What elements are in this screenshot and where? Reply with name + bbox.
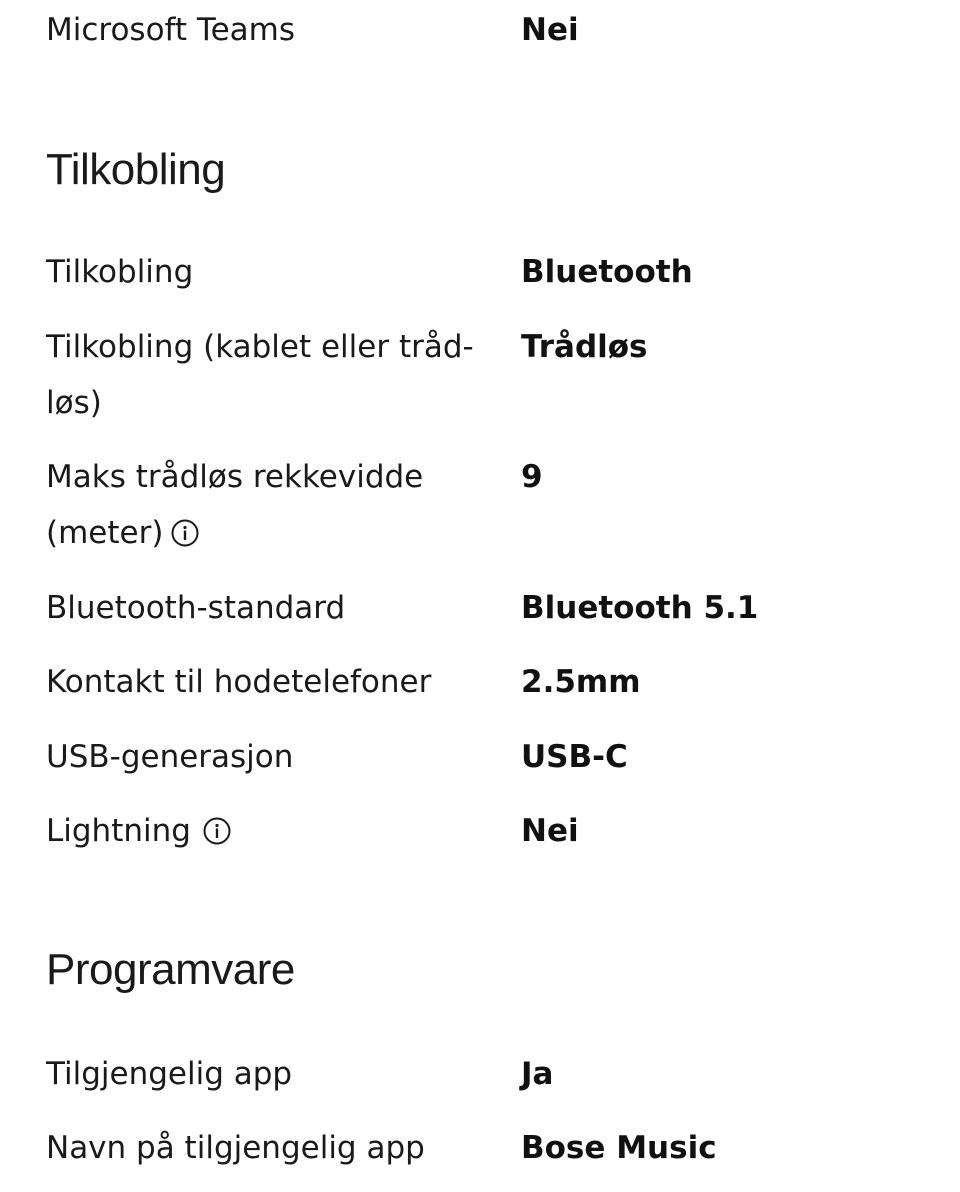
spec-label: Bluetooth-standard — [46, 590, 346, 626]
spec-value: USB-C — [521, 739, 628, 775]
spec-value: Ja — [521, 1056, 554, 1092]
spec-label — [46, 449, 476, 561]
spec-label-line: Maks trådløs rekkevidde — [46, 459, 424, 495]
info-circle-icon[interactable] — [203, 807, 231, 835]
spec-value: Bluetooth 5.1 — [521, 590, 759, 626]
spec-label-text: Lightning — [46, 813, 191, 849]
spec-value: Bose Music — [521, 1130, 717, 1166]
spec-label: Tilkobling — [46, 254, 194, 290]
spec-value: Nei — [521, 813, 579, 849]
section-heading-programvare: Programvare — [46, 945, 295, 994]
spec-label — [46, 319, 476, 431]
spec-value: Trådløs — [521, 329, 648, 365]
spec-label — [46, 803, 476, 859]
spec-label-line: Tilkobling (kablet eller tråd- — [46, 329, 474, 365]
spec-label-line: løs) — [46, 385, 102, 421]
info-circle-icon[interactable] — [171, 509, 199, 537]
spec-label: Microsoft Teams — [46, 12, 296, 48]
section-heading-tilkobling: Tilkobling — [46, 145, 226, 194]
spec-value: 9 — [521, 459, 543, 495]
spec-value: 2.5mm — [521, 664, 641, 700]
spec-label: Tilgjengelig app — [46, 1056, 293, 1092]
spec-value: Nei — [521, 12, 579, 48]
spec-value: Bluetooth — [521, 254, 693, 290]
spec-label: Kontakt til hodetelefoner — [46, 664, 432, 700]
spec-label: USB-generasjon — [46, 739, 294, 775]
spec-label: Navn på tilgjengelig app — [46, 1130, 425, 1166]
spec-label-line: (meter) — [46, 515, 164, 551]
